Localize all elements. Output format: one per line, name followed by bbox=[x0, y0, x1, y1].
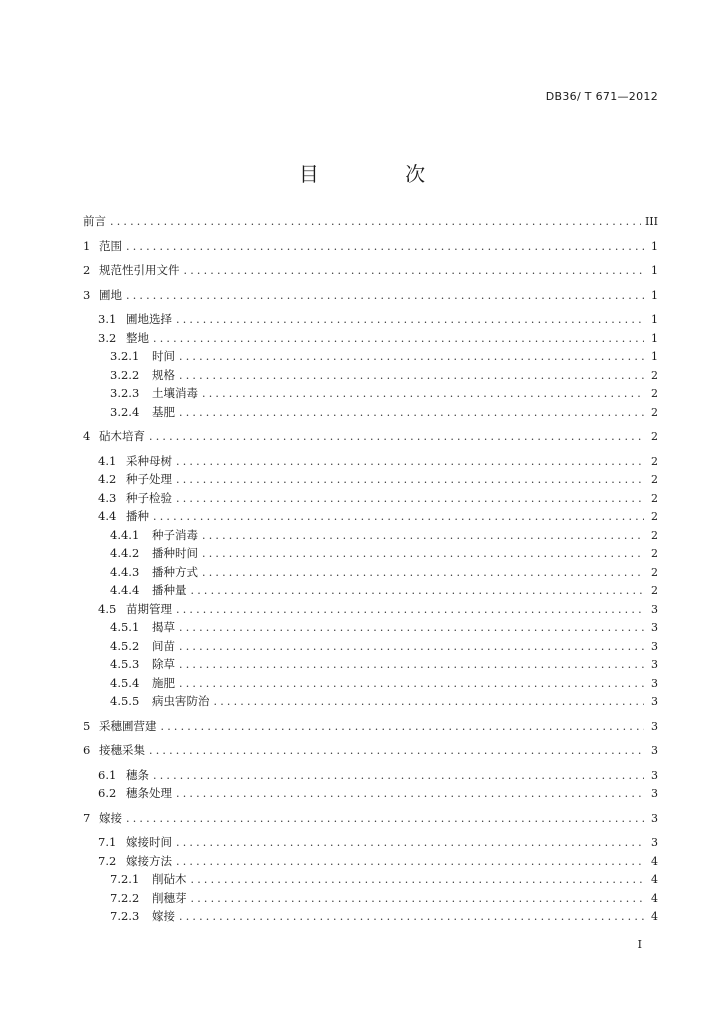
toc-entry[interactable] bbox=[83, 404, 658, 423]
toc-entry-page: 3 bbox=[651, 811, 658, 825]
table-of-contents bbox=[83, 213, 658, 927]
toc-entry-page: 4 bbox=[651, 873, 658, 886]
toc-entry[interactable] bbox=[83, 656, 658, 675]
toc-entry-label: 嫁接方法 bbox=[126, 853, 172, 868]
toc-leader-dots bbox=[202, 529, 644, 542]
toc-entry[interactable] bbox=[83, 471, 658, 490]
toc-entry-label: 播种 bbox=[126, 509, 149, 523]
toc-entry-page: 2 bbox=[651, 510, 658, 523]
toc-leader-dots bbox=[179, 640, 644, 653]
toc-entry-label: 除草 bbox=[152, 657, 175, 671]
toc-entry-page: 4 bbox=[651, 854, 658, 868]
toc-leader-dots bbox=[176, 836, 644, 849]
toc-entry[interactable] bbox=[83, 428, 658, 447]
toc-entry-number: 3.2 bbox=[98, 330, 117, 345]
toc-leader-dots bbox=[149, 744, 644, 757]
toc-entry[interactable] bbox=[83, 287, 658, 306]
toc-entry-label: 揭草 bbox=[152, 620, 175, 634]
toc-entry-label: 规格 bbox=[152, 367, 175, 382]
toc-entry-label: 采穗圃营建 bbox=[99, 718, 157, 733]
toc-entry-label: 规范性引用文件 bbox=[99, 263, 180, 277]
toc-entry-page: 3 bbox=[651, 676, 658, 690]
toc-entry-label: 种子处理 bbox=[126, 472, 172, 486]
toc-entry-page: 2 bbox=[651, 454, 658, 468]
toc-entry-number: 4.4.2 bbox=[110, 546, 140, 560]
toc-entry-number: 4.3 bbox=[98, 490, 117, 505]
toc-leader-dots bbox=[191, 584, 645, 597]
toc-leader-dots bbox=[179, 350, 644, 363]
toc-leader-dots bbox=[202, 387, 644, 400]
toc-entry-page: 1 bbox=[651, 331, 658, 345]
toc-entry-label: 土壤消毒 bbox=[152, 386, 198, 400]
toc-entry-number: 3.1 bbox=[98, 312, 117, 326]
toc-entry-label: 种子检验 bbox=[126, 490, 172, 505]
toc-leader-dots bbox=[179, 406, 644, 419]
toc-entry-label: 苗期管理 bbox=[126, 601, 172, 616]
toc-entry[interactable] bbox=[83, 890, 658, 909]
toc-leader-dots bbox=[176, 603, 644, 616]
toc-entry[interactable] bbox=[83, 385, 658, 404]
toc-entry[interactable] bbox=[83, 348, 658, 367]
toc-entry-number: 4.5.2 bbox=[110, 638, 140, 653]
toc-entry-number: 4.4.4 bbox=[110, 583, 140, 597]
toc-entry-page: 4 bbox=[651, 910, 658, 923]
toc-entry[interactable] bbox=[83, 834, 658, 853]
toc-entry-number: 4.1 bbox=[98, 453, 117, 468]
toc-entry[interactable] bbox=[83, 213, 658, 232]
toc-entry-page: 3 bbox=[651, 719, 658, 733]
toc-entry[interactable] bbox=[83, 767, 658, 786]
page-title: 目 次 bbox=[298, 162, 466, 186]
toc-leader-dots bbox=[126, 289, 644, 302]
toc-leader-dots bbox=[153, 510, 644, 523]
toc-leader-dots bbox=[179, 910, 644, 923]
toc-entry-number: 4.2 bbox=[98, 472, 117, 486]
toc-leader-dots bbox=[153, 769, 644, 782]
toc-entry-number: 1 bbox=[83, 238, 91, 253]
toc-entry[interactable] bbox=[83, 367, 658, 386]
toc-entry-number: 6 bbox=[83, 743, 91, 757]
toc-entry[interactable] bbox=[83, 908, 658, 927]
toc-entry-page: 2 bbox=[651, 473, 658, 486]
toc-entry-label: 采种母树 bbox=[126, 453, 172, 468]
toc-entry-page: 1 bbox=[651, 313, 658, 326]
toc-entry-label: 穗条 bbox=[126, 767, 149, 782]
toc-entry-page: 2 bbox=[651, 528, 658, 542]
toc-leader-dots bbox=[179, 621, 644, 634]
toc-entry-label: 整地 bbox=[126, 330, 149, 345]
toc-leader-dots bbox=[214, 695, 645, 708]
toc-entry-label: 播种量 bbox=[152, 583, 187, 597]
toc-entry-label: 时间 bbox=[152, 349, 175, 363]
toc-entry[interactable] bbox=[83, 262, 658, 281]
toc-leader-dots bbox=[176, 473, 644, 486]
toc-entry[interactable] bbox=[83, 238, 658, 257]
toc-entry-number: 7.2.2 bbox=[110, 890, 140, 905]
toc-leader-dots bbox=[176, 787, 644, 800]
toc-entry-label: 圃地选择 bbox=[126, 312, 172, 326]
toc-entry[interactable] bbox=[83, 619, 658, 638]
toc-entry-page: 3 bbox=[651, 639, 658, 653]
toc-entry-page: 3 bbox=[651, 602, 658, 616]
toc-entry-page: 2 bbox=[651, 584, 658, 597]
toc-entry-label: 削砧木 bbox=[152, 872, 187, 886]
toc-entry-page: 2 bbox=[651, 491, 658, 505]
toc-entry-label: 嫁接 bbox=[99, 810, 122, 825]
toc-entry-number: 4.4.1 bbox=[110, 527, 140, 542]
toc-entry-number: 5 bbox=[83, 718, 91, 733]
toc-entry[interactable] bbox=[83, 330, 658, 349]
toc-entry-page: 4 bbox=[651, 891, 658, 905]
toc-entry-page: 2 bbox=[651, 405, 658, 419]
toc-leader-dots bbox=[179, 658, 644, 671]
toc-entry-page: 2 bbox=[651, 565, 658, 579]
toc-entry[interactable] bbox=[83, 601, 658, 620]
toc-entry-label: 种子消毒 bbox=[152, 527, 198, 542]
toc-entry[interactable] bbox=[83, 545, 658, 564]
toc-entry[interactable] bbox=[83, 490, 658, 509]
toc-entry-page: 2 bbox=[651, 387, 658, 400]
toc-entry[interactable] bbox=[83, 742, 658, 761]
toc-leader-dots bbox=[126, 240, 644, 253]
toc-entry[interactable] bbox=[83, 675, 658, 694]
toc-entry-page: 3 bbox=[651, 787, 658, 800]
toc-entry-label: 病虫害防治 bbox=[152, 694, 210, 708]
toc-entry-page: 2 bbox=[651, 547, 658, 560]
toc-entry-page: 3 bbox=[651, 768, 658, 782]
toc-entry[interactable] bbox=[83, 311, 658, 330]
toc-entry-number: 4.4 bbox=[98, 509, 117, 523]
toc-leader-dots bbox=[202, 547, 644, 560]
toc-entry-label: 削穗芽 bbox=[152, 890, 187, 905]
toc-entry-number: 4.5 bbox=[98, 601, 117, 616]
toc-entry[interactable] bbox=[83, 853, 658, 872]
toc-entry-label: 播种方式 bbox=[152, 564, 198, 579]
toc-entry-page: 1 bbox=[651, 288, 658, 302]
toc-entry-label: 前言 bbox=[83, 214, 106, 228]
toc-leader-dots bbox=[153, 332, 644, 345]
toc-leader-dots bbox=[176, 492, 644, 505]
toc-entry-label: 施肥 bbox=[152, 675, 175, 690]
toc-leader-dots bbox=[176, 855, 644, 868]
toc-entry-label: 嫁接 bbox=[152, 909, 175, 923]
toc-entry-number: 7.2.1 bbox=[110, 872, 140, 886]
toc-entry[interactable] bbox=[83, 638, 658, 657]
toc-leader-dots bbox=[202, 566, 644, 579]
toc-leader-dots bbox=[176, 455, 644, 468]
toc-entry-number: 7.1 bbox=[98, 835, 117, 849]
toc-entry-label: 接穗采集 bbox=[99, 743, 145, 757]
toc-entry-page: 3 bbox=[651, 658, 658, 671]
toc-entry-label: 基肥 bbox=[152, 404, 175, 419]
toc-entry[interactable] bbox=[83, 785, 658, 804]
toc-entry[interactable] bbox=[83, 453, 658, 472]
toc-entry-number: 3.2.1 bbox=[110, 349, 140, 363]
toc-entry[interactable] bbox=[83, 564, 658, 583]
toc-entry-page: 1 bbox=[651, 350, 658, 363]
toc-entry-label: 圃地 bbox=[99, 287, 122, 302]
toc-entry-number: 6.2 bbox=[98, 786, 117, 800]
toc-entry-number: 4 bbox=[83, 429, 91, 443]
toc-entry-page: 3 bbox=[651, 836, 658, 849]
toc-entry[interactable] bbox=[83, 718, 658, 737]
toc-entry-page: 1 bbox=[651, 239, 658, 253]
toc-entry-number: 4.5.5 bbox=[110, 694, 140, 708]
toc-leader-dots bbox=[161, 720, 645, 733]
toc-entry-number: 3.2.2 bbox=[110, 367, 140, 382]
toc-entry[interactable] bbox=[83, 582, 658, 601]
toc-entry[interactable] bbox=[83, 693, 658, 712]
toc-entry-label: 间苗 bbox=[152, 638, 175, 653]
toc-entry-page: 3 bbox=[651, 621, 658, 634]
toc-entry-number: 4.5.1 bbox=[110, 620, 140, 634]
document-code: DB36/ T 671—2012 bbox=[545, 90, 658, 103]
toc-entry-label: 砧木培育 bbox=[99, 429, 145, 443]
toc-leader-dots bbox=[184, 264, 645, 277]
toc-entry-number: 3.2.4 bbox=[110, 404, 140, 419]
toc-entry-page: 2 bbox=[651, 368, 658, 382]
toc-entry-number: 6.1 bbox=[98, 767, 117, 782]
toc-leader-dots bbox=[176, 313, 644, 326]
toc-entry-page: 3 bbox=[651, 744, 658, 757]
toc-entry[interactable] bbox=[83, 527, 658, 546]
toc-entry-number: 3.2.3 bbox=[110, 386, 140, 400]
toc-entry-label: 穗条处理 bbox=[126, 786, 172, 800]
toc-entry-number: 3 bbox=[83, 287, 91, 302]
toc-entry-number: 4.5.3 bbox=[110, 657, 140, 671]
toc-leader-dots bbox=[110, 215, 641, 228]
toc-entry[interactable] bbox=[83, 810, 658, 829]
toc-leader-dots bbox=[149, 430, 644, 443]
toc-entry-label: 范围 bbox=[99, 238, 122, 253]
toc-entry-label: 播种时间 bbox=[152, 546, 198, 560]
toc-leader-dots bbox=[191, 873, 645, 886]
toc-entry-number: 7 bbox=[83, 810, 91, 825]
toc-entry-page: 2 bbox=[651, 430, 658, 443]
toc-entry-number: 7.2.3 bbox=[110, 909, 140, 923]
toc-entry[interactable] bbox=[83, 508, 658, 527]
toc-entry-number: 4.5.4 bbox=[110, 675, 140, 690]
toc-entry-number: 4.4.3 bbox=[110, 564, 140, 579]
toc-leader-dots bbox=[191, 892, 645, 905]
toc-entry-number: 7.2 bbox=[98, 853, 117, 868]
toc-entry-page: III bbox=[644, 215, 658, 228]
toc-leader-dots bbox=[179, 677, 644, 690]
toc-entry[interactable] bbox=[83, 871, 658, 890]
toc-entry-page: 3 bbox=[651, 695, 658, 708]
toc-entry-label: 嫁接时间 bbox=[126, 835, 172, 849]
toc-leader-dots bbox=[179, 369, 644, 382]
page-number: I bbox=[637, 938, 642, 951]
toc-entry-number: 2 bbox=[83, 263, 91, 277]
toc-entry-page: 1 bbox=[651, 264, 658, 277]
toc-leader-dots bbox=[126, 812, 644, 825]
